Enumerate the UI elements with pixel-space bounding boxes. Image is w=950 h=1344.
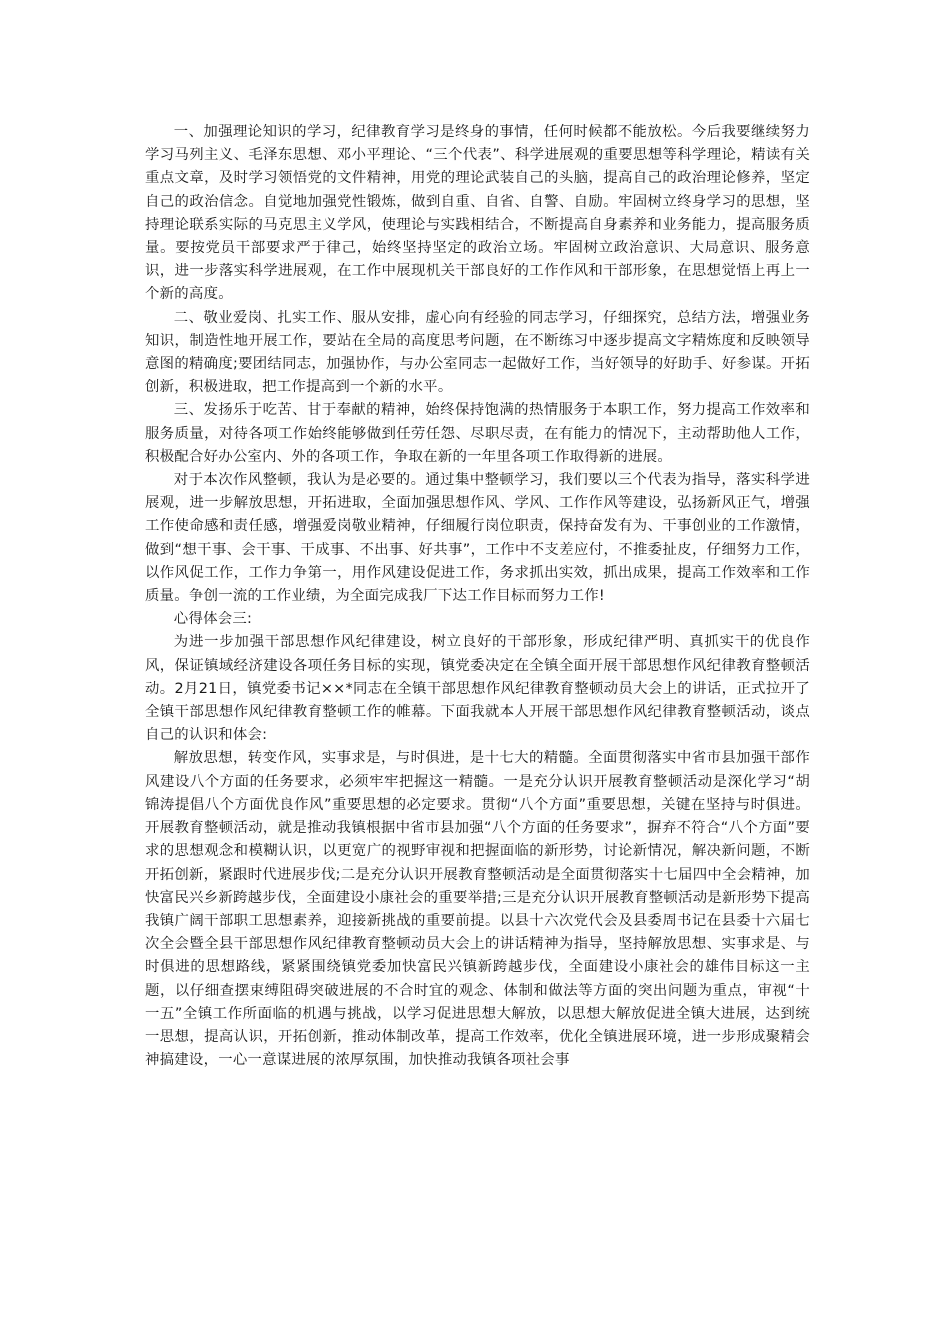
paragraph-3: 三、发扬乐于吃苦、甘于奉献的精神，始终保持饱满的热情服务于本职工作，努力提高工作效率和服务质量，对待各项工作始终能够做到任劳任怨、尽职尽责，在有能力的情况下，主动帮助他人工作，积极配合好办公室内、外的各项工作，争取在新的一年里各项工作取得新的进展。 [145,402,810,465]
section-heading: 心得体会三: [173,611,253,628]
paragraph-6: 为进一步加强干部思想作风纪律建设，树立良好的干部形象，形成纪律严明、真抓实干的优良作风，保证镇域经济建设各项任务目标的实现，镇党委决定在全镇全面开展干部思想作风纪律教育整顿活动。2月21日，镇党委书记××*同志在全镇干部思想作风纪律教育整顿动员大会上的讲话，正式拉开了全镇干部思想作风纪律教育整顿工作的帷幕。下面我就本人开展干部思想作风纪律教育整顿活动，谈点自己的认识和体会: [145,634,810,744]
document-body [145,121,810,1072]
paragraph-7: 解放思想，转变作风，实事求是，与时俱进，是十七大的精髓。全面贯彻落实中省市县加强干部作风建设八个方面的任务要求，必须牢牢把握这一精髓。一是充分认识开展教育整顿活动是深化学习“胡锦涛提倡八个方面优良作风”重要思想的必定要求。贯彻“八个方面”重要思想，关键在坚持与时俱进。开展教育整顿活动，就是推动我镇根据中省市县加强“八个方面的任务要求”，摒弃不符合“八个方面”要求的思想观念和模糊认识，以更宽广的视野审视和把握面临的新形势，讨论新情况，解决新问题，不断开拓创新，紧跟时代进展步伐;二是充分认识开展教育整顿活动是全面贯彻落实十七届四中全会精神，加快富民兴乡新跨越步伐，全面建设小康社会的重要举措;三是充分认识开展教育整顿活动是新形势下提高我镇广阔干部职工思想素养，迎接新挑战的重要前提。以县十六次党代会及县委周书记在县委十六届七次全会暨全县干部思想作风纪律教育整顿动员大会上的讲话精神为指导，坚持解放思想、实事求是、与时俱进的思想路线，紧紧围绕镇党委加快富民兴镇新跨越步伐，全面建设小康社会的雄伟目标这一主题，以仔细查摆束缚阻碍突破进展的不合时宜的观念、体制和做法等方面的突出问题为重点，审视“十一五”全镇工作所面临的机遇与挑战，以学习促进思想大解放，以思想大解放促进全镇大进展，达到统一思想，提高认识，开拓创新，推动体制改革，提高工作效率，优化全镇进展环境，进一步形成聚精会神搞建设，一心一意谋进展的浓厚氛围，加快推动我镇各项社会事 [145,750,810,1069]
paragraph-4: 对于本次作风整顿，我认为是必要的。通过集中整顿学习，我们要以三个代表为指导，落实科学进展观，进一步解放思想，开拓进取，全面加强思想作风、学风、工作作风等建设，弘扬新风正气，增强工作使命感和责任感，增强爱岗敬业精神，仔细履行岗位职责，保持奋发有为、干事创业的工作激情，做到“想干事、会干事、干成事、不出事、好共事”，工作中不支差应付，不推委扯皮，仔细努力工作，以作风促工作，工作力争第一，用作风建设促进工作，务求抓出实效，抓出成果，提高工作效率和工作质量。争创一流的工作业绩，为全面完成我厂下达工作目标而努力工作! [145,472,810,605]
paragraph-2: 二、敬业爱岗、扎实工作、服从安排，虚心向有经验的同志学习，仔细探究，总结方法，增强业务知识，制造性地开展工作，要站在全局的高度思考问题，在不断练习中逐步提高文字精炼度和反映领导意图的精确度;要团结同志，加强协作，与办公室同志一起做好工作，当好领导的好助手、好参谋。开拓创新，积极进取，把工作提高到一个新的水平。 [145,309,810,396]
paragraph-1: 一、加强理论知识的学习，纪律教育学习是终身的事情，任何时候都不能放松。今后我要继续努力学习马列主义、毛泽东思想、邓小平理论、“三个代表”、科学进展观的重要思想等科学理论，精读有关重点文章，及时学习领悟党的文件精神，用党的理论武装自己的头脑，提高自己的政治理论修养，坚定自己的政治信念。自觉地加强党性锻炼，做到自重、自省、自警、自励。牢固树立终身学习的思想，坚持理论联系实际的马克思主义学风，使理论与实践相结合，不断提高自身素养和业务能力，提高服务质量。要按党员干部要求严于律己，始终坚持坚定的政治立场。牢固树立政治意识、大局意识、服务意识，进一步落实科学进展观，在工作中展现机关干部良好的工作作风和干部形象，在思想觉悟上再上一个新的高度。 [145,124,810,303]
